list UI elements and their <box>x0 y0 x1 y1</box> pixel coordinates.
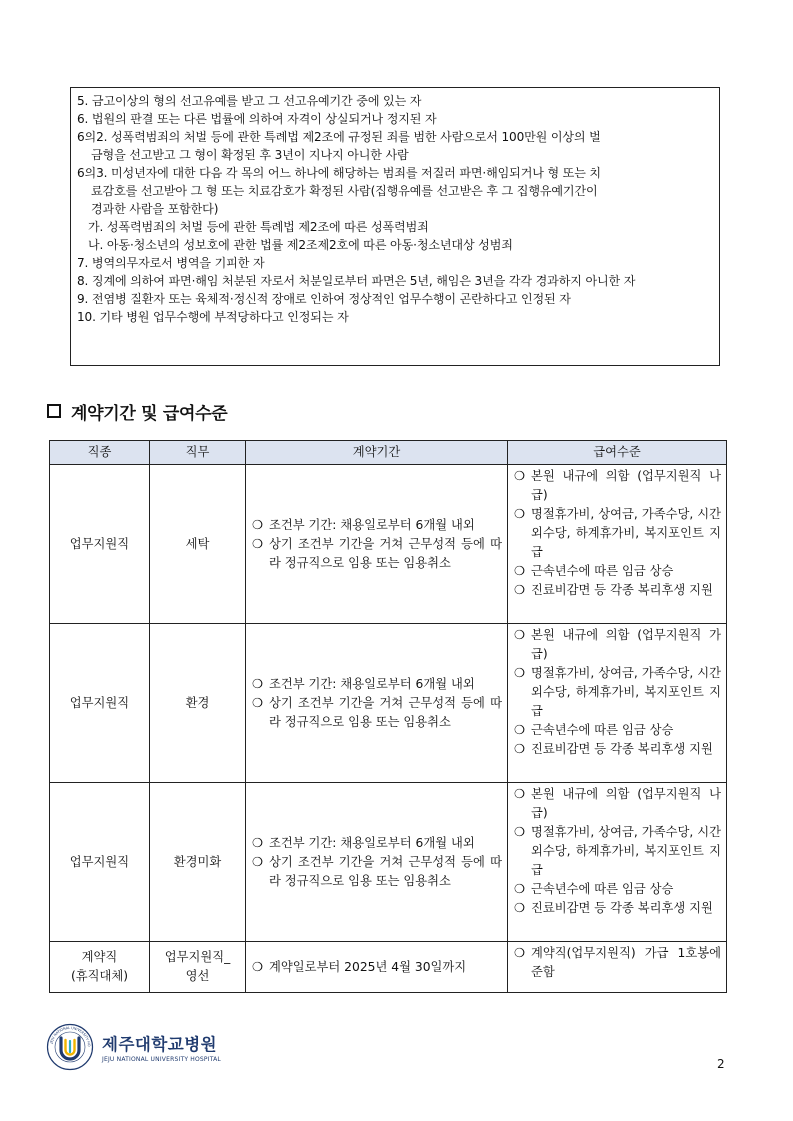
criteria-line: 6. 법원의 판결 또는 다른 법률에 의하여 자격이 상실되거나 정지된 자 <box>77 112 437 126</box>
column-header: 직종 <box>50 441 150 465</box>
column-header: 급여수준 <box>508 441 727 465</box>
list-item: ❍ 근속년수에 따른 임금 상승 <box>514 721 721 740</box>
criteria-line: 금형을 선고받고 그 형이 확정된 후 3년이 지나지 아니한 사람 <box>91 148 409 162</box>
circle-bullet-icon: ❍ <box>514 507 526 521</box>
list-item: ❍ 상기 조건부 기간을 거쳐 근무성적 등에 따라 정규직으로 임용 또는 임용취소 <box>252 694 502 732</box>
list-item: ❍ 본원 내규에 의함 (업무지원직 나급) <box>514 467 721 505</box>
criteria-line: 료감호를 선고받아 그 형 또는 치료감호가 확정된 사람(집행유예를 선고받은 후 그 집행유예기간이 <box>91 184 598 198</box>
circle-bullet-icon: ❍ <box>252 517 264 532</box>
list-item: ❍ 본원 내규에 의함 (업무지원직 가급) <box>514 626 721 664</box>
circle-bullet-icon: ❍ <box>514 882 526 896</box>
pay-level-cell <box>508 465 727 624</box>
list-item: ❍ 조건부 기간: 채용일로부터 6개월 내외 <box>252 834 502 853</box>
svg-text:JEJU NATIONAL UNIVERSITY HOSPI: JEJU NATIONAL UNIVERSITY HO <box>49 1025 92 1047</box>
circle-bullet-icon: ❍ <box>252 854 264 869</box>
criteria-line: 9. 전염병 질환자 또는 육체적·정신적 장애로 인하여 정상적인 업무수행이 곤란하다고 인정된 자 <box>77 292 571 306</box>
section-heading <box>47 399 227 423</box>
contract-period-cell <box>246 783 508 942</box>
list-item: ❍ 진료비감면 등 각종 복리후생 지원 <box>514 581 721 600</box>
contract-pay-table <box>49 440 727 993</box>
column-header: 직무 <box>150 441 246 465</box>
criteria-line: 8. 징계에 의하여 파면·해임 처분된 자로서 처분일로부터 파면은 5년, 해임은 3년을 각각 경과하지 아니한 자 <box>77 274 636 288</box>
circle-bullet-icon: ❍ <box>252 695 264 710</box>
section-title: 계약기간 및 급여수준 <box>71 403 228 424</box>
list-item: ❍ 계약일로부터 2025년 4월 30일까지 <box>252 958 502 977</box>
job-duty-cell: 환경 <box>150 624 246 783</box>
page-number: 2 <box>717 1057 725 1071</box>
circle-bullet-icon: ❍ <box>514 583 526 597</box>
list-item: ❍ 명절휴가비, 상여금, 가족수당, 시간외수당, 하계휴가비, 복지포인트 지급 <box>514 823 721 880</box>
circle-bullet-icon: ❍ <box>514 825 526 839</box>
job-duty-cell: 세탁 <box>150 465 246 624</box>
pay-level-cell <box>508 942 727 993</box>
list-item: ❍ 명절휴가비, 상여금, 가족수당, 시간외수당, 하계휴가비, 복지포인트 지급 <box>514 664 721 721</box>
list-item: ❍ 근속년수에 따른 임금 상승 <box>514 880 721 899</box>
pay-level-cell <box>508 783 727 942</box>
circle-bullet-icon: ❍ <box>252 959 264 974</box>
circle-bullet-icon: ❍ <box>514 666 526 680</box>
list-item: ❍ 상기 조건부 기간을 거쳐 근무성적 등에 따라 정규직으로 임용 또는 임용취소 <box>252 535 502 573</box>
hospital-logo <box>46 1023 221 1071</box>
list-item: ❍ 조건부 기간: 채용일로부터 6개월 내외 <box>252 516 502 535</box>
criteria-line: 10. 기타 병원 업무수행에 부적당하다고 인정되는 자 <box>77 310 349 324</box>
pay-level-cell <box>508 624 727 783</box>
circle-bullet-icon: ❍ <box>514 901 526 915</box>
job-duty-cell: 업무지원직_ 영선 <box>150 942 246 993</box>
contract-period-cell <box>246 942 508 993</box>
circle-bullet-icon: ❍ <box>514 564 526 578</box>
job-type-cell: 업무지원직 <box>50 783 150 942</box>
list-item: ❍ 명절휴가비, 상여금, 가족수당, 시간외수당, 하계휴가비, 복지포인트 지급 <box>514 505 721 562</box>
list-item: ❍ 본원 내규에 의함 (업무지원직 나급) <box>514 785 721 823</box>
job-type-cell: 업무지원직 <box>50 465 150 624</box>
circle-bullet-icon: ❍ <box>514 723 526 737</box>
contract-period-cell <box>246 624 508 783</box>
circle-bullet-icon: ❍ <box>514 628 526 642</box>
list-item: ❍ 진료비감면 등 각종 복리후생 지원 <box>514 740 721 759</box>
criteria-subitem: 나. 아동·청소년의 성보호에 관한 법률 제2조제2호에 따른 아동·청소년대상 성범죄 <box>88 238 513 252</box>
disqualification-criteria-box <box>70 87 720 366</box>
list-item: ❍ 조건부 기간: 채용일로부터 6개월 내외 <box>252 675 502 694</box>
hospital-name <box>102 1031 221 1063</box>
criteria-subitem: 가. 성폭력범죄의 처벌 등에 관한 특례법 제2조에 따른 성폭력범죄 <box>88 220 429 234</box>
contract-period-cell <box>246 465 508 624</box>
circle-bullet-icon: ❍ <box>514 469 526 483</box>
circle-bullet-icon: ❍ <box>514 787 526 801</box>
job-duty-cell: 환경미화 <box>150 783 246 942</box>
hospital-emblem-icon <box>46 1023 94 1071</box>
table-row <box>50 624 727 783</box>
circle-bullet-icon: ❍ <box>252 536 264 551</box>
list-item: ❍ 근속년수에 따른 임금 상승 <box>514 562 721 581</box>
list-item: ❍ 진료비감면 등 각종 복리후생 지원 <box>514 899 721 918</box>
table-row <box>50 465 727 624</box>
criteria-line: 경과한 사람을 포함한다) <box>91 202 219 216</box>
criteria-line: 7. 병역의무자로서 병역을 기피한 자 <box>77 256 265 270</box>
table-header-row <box>50 441 727 465</box>
circle-bullet-icon: ❍ <box>514 742 526 756</box>
hospital-name-korean: 제주대학교병원 <box>102 1035 218 1054</box>
hospital-name-english: JEJU NATIONAL UNIVERSITY HOSPITAL <box>102 1056 221 1063</box>
column-header: 계약기간 <box>246 441 508 465</box>
criteria-line: 6의3. 미성년자에 대한 다음 각 목의 어느 하나에 해당하는 범죄를 저질러 파면·해임되거나 형 또는 치 <box>77 166 601 180</box>
circle-bullet-icon: ❍ <box>252 676 264 691</box>
criteria-line: 5. 금고이상의 형의 선고유예를 받고 그 선고유예기간 중에 있는 자 <box>77 94 422 108</box>
job-type-cell: 계약직 (휴직대체) <box>50 942 150 993</box>
list-item: ❍ 상기 조건부 기간을 거쳐 근무성적 등에 따라 정규직으로 임용 또는 임용취소 <box>252 853 502 891</box>
criteria-line: 6의2. 성폭력범죄의 처벌 등에 관한 특례법 제2조에 규정된 죄를 범한 사람으로서 100만원 이상의 벌 <box>77 130 601 144</box>
list-item: ❍ 계약직(업무지원직) 가급 1호봉에 준함 <box>514 944 721 982</box>
circle-bullet-icon: ❍ <box>252 835 264 850</box>
job-type-cell: 업무지원직 <box>50 624 150 783</box>
checkbox-square-icon <box>47 404 61 418</box>
table-row <box>50 783 727 942</box>
table-row <box>50 942 727 993</box>
circle-bullet-icon: ❍ <box>514 946 526 960</box>
